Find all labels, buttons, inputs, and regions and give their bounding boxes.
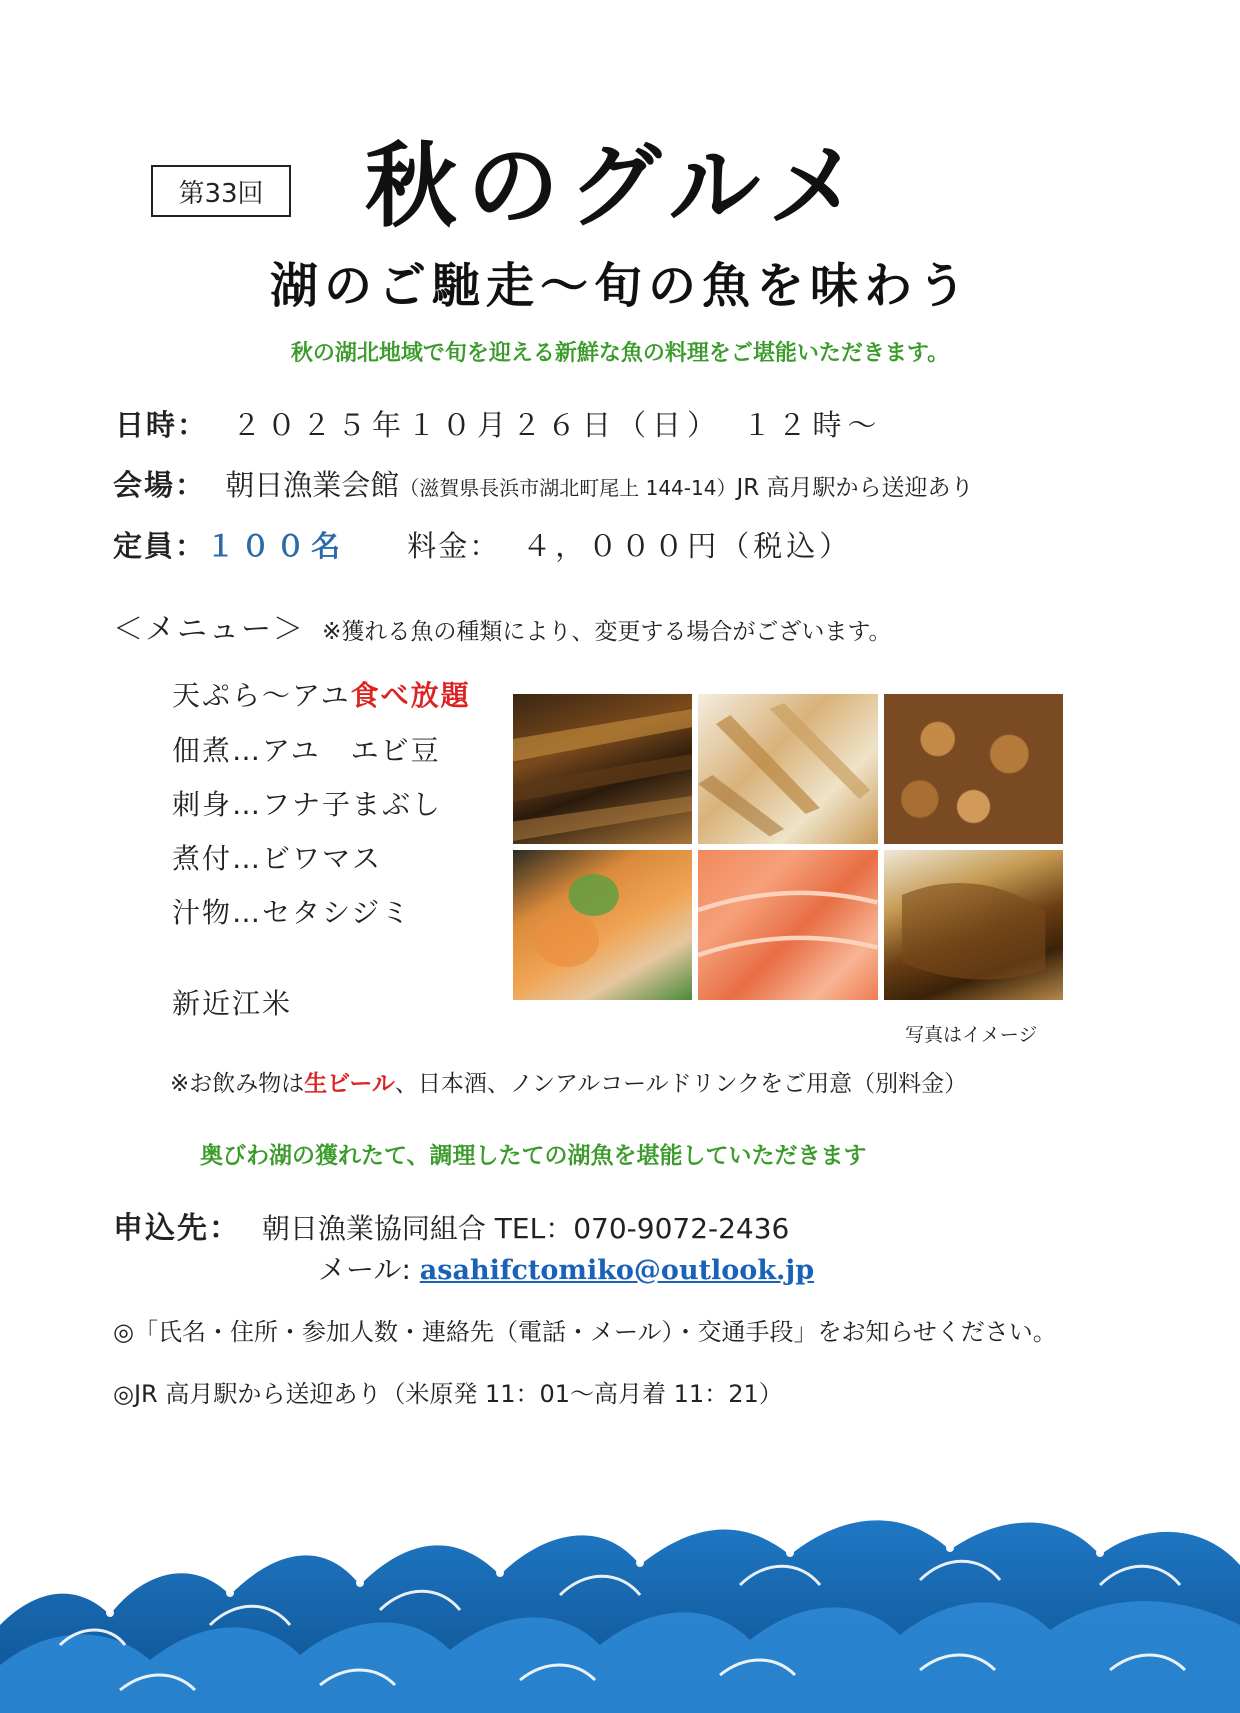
drinks-note bbox=[170, 1065, 967, 1098]
edition-box bbox=[151, 165, 291, 217]
wave-decoration bbox=[0, 1495, 1240, 1713]
date-label: 日時： bbox=[115, 408, 209, 442]
page-title: 秋のグルメ bbox=[365, 132, 870, 240]
drinks-prefix: ※お飲み物は bbox=[170, 1071, 305, 1097]
capacity-value: １００名 bbox=[206, 529, 347, 563]
mail-label: メール: bbox=[318, 1253, 411, 1286]
photo-nitsuke bbox=[884, 850, 1063, 1000]
capacity-row bbox=[113, 529, 853, 563]
menu-item bbox=[172, 674, 471, 714]
photo-caption: 写真はイメージ bbox=[905, 1024, 1038, 1046]
menu-heading-row bbox=[113, 604, 892, 648]
mail-row bbox=[318, 1248, 814, 1288]
lead-text: 秋の湖北地域で旬を迎える新鮮な魚の料理をご堪能いただきます。 bbox=[290, 341, 950, 366]
photo-funako-mabushi bbox=[513, 850, 692, 1000]
contact-label: 申込先： bbox=[113, 1211, 241, 1246]
fee-value: ４，０００円（税込） bbox=[522, 529, 853, 563]
contact-row bbox=[113, 1203, 789, 1247]
venue-row bbox=[113, 468, 974, 502]
photo-tempura bbox=[698, 694, 877, 844]
drinks-highlight: 生ビール bbox=[304, 1071, 395, 1097]
fee-label: 料金： bbox=[407, 529, 501, 563]
menu-item: 佃煮…アユ エビ豆 bbox=[172, 734, 441, 767]
menu-heading: ＜メニュー＞ bbox=[113, 612, 305, 647]
venue-name: 朝日漁業会館 bbox=[225, 468, 400, 502]
date-value: ２０２５年１０月２６日（日） １２時〜 bbox=[232, 408, 883, 442]
capacity-label: 定員： bbox=[113, 529, 207, 563]
drinks-suffix: 、日本酒、ノンアルコールドリンクをご用意（別料金） bbox=[394, 1071, 968, 1097]
food-photo-collage bbox=[513, 694, 1063, 1000]
menu-item-text: 天ぷら〜アユ bbox=[172, 679, 351, 712]
date-row bbox=[115, 408, 883, 442]
menu-item: 刺身…フナ子まぶし bbox=[172, 788, 443, 821]
mail-link[interactable]: asahifctomiko@outlook.jp bbox=[419, 1255, 815, 1286]
note-line: ◎「氏名・住所・参加人数・連絡先（電話・メール）・交通手段」をお知らせください。 bbox=[113, 1318, 1057, 1346]
note-line: ◎JR 高月駅から送迎あり（米原発 11：01〜高月着 11：21） bbox=[113, 1380, 783, 1408]
menu-item: 汁物…セタシジミ bbox=[172, 896, 412, 929]
menu-item: 新近江米 bbox=[172, 987, 293, 1020]
menu-note: ※獲れる魚の種類により、変更する場合がございます。 bbox=[322, 619, 892, 645]
photo-tsukudani-ayu bbox=[513, 694, 692, 844]
venue-address: （滋賀県長浜市湖北町尾上 144-14） bbox=[399, 476, 737, 500]
photo-biwamasu-sashimi bbox=[698, 850, 877, 1000]
venue-pickup: JR 高月駅から送迎あり bbox=[736, 475, 974, 501]
edition-label: 第33回 bbox=[178, 178, 264, 209]
contact-org: 朝日漁業協同組合 TEL：070-9072-2436 bbox=[261, 1212, 790, 1245]
tagline: 奥びわ湖の獲れたて、調理したての湖魚を堪能していただきます bbox=[200, 1143, 867, 1169]
menu-item: 煮付…ビワマス bbox=[172, 842, 383, 875]
menu-item-highlight: 食べ放題 bbox=[350, 679, 471, 712]
venue-label: 会場： bbox=[113, 468, 207, 502]
photo-ebimame bbox=[884, 694, 1063, 844]
page-subtitle: 湖のご馳走〜旬の魚を味わう bbox=[270, 258, 973, 314]
